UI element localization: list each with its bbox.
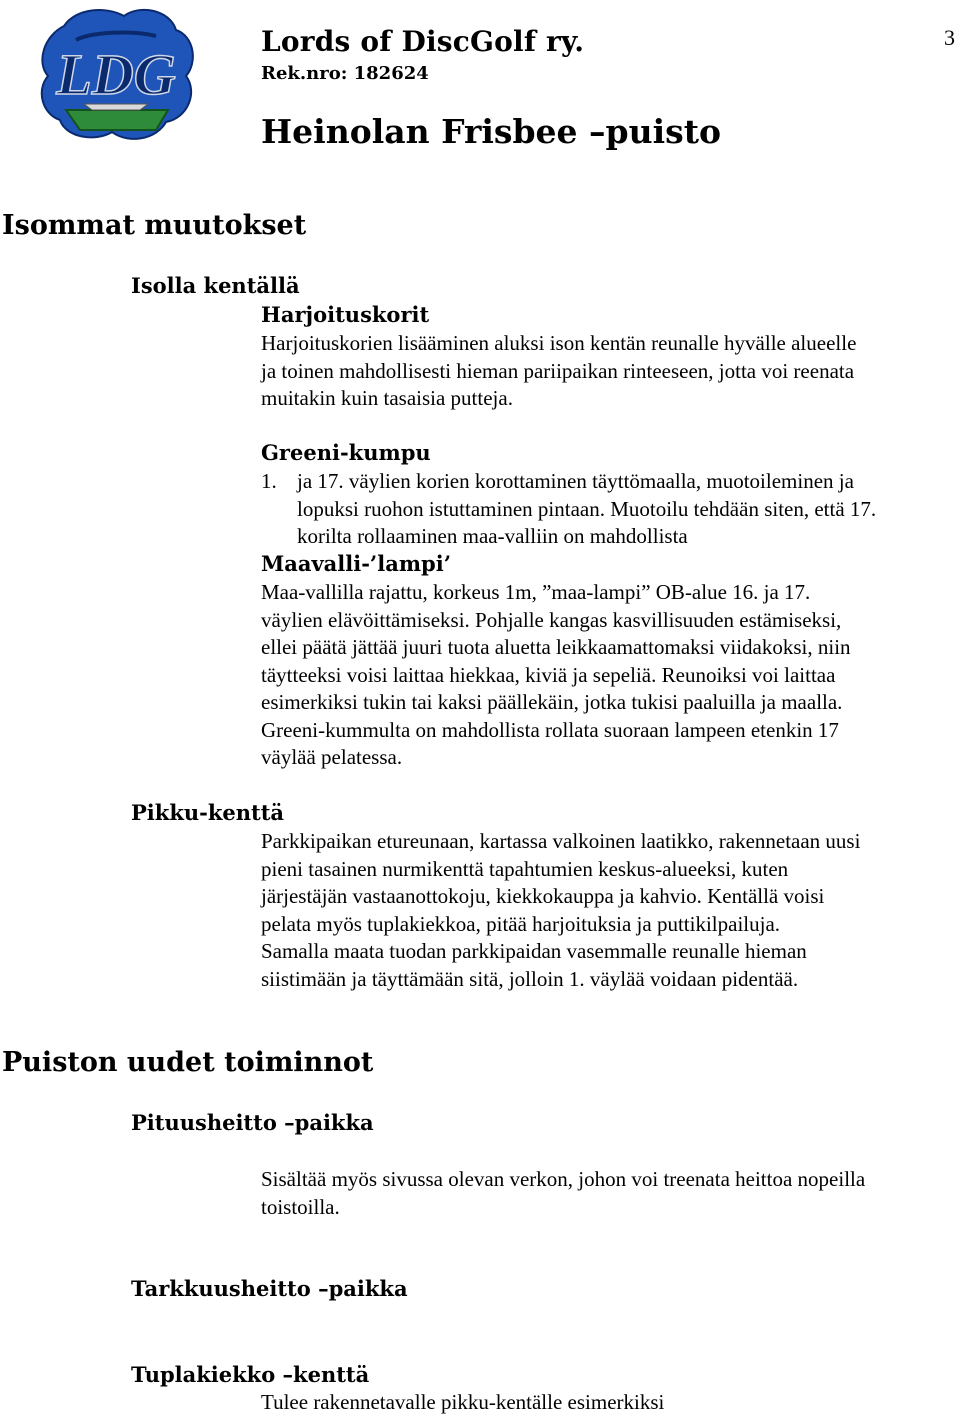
- text-line: toistoilla.: [261, 1194, 340, 1219]
- subheading-small-course: Pikku-kenttä: [131, 800, 285, 825]
- ldg-logo-graphic: [36, 6, 198, 146]
- subheading-large-course: Isolla kentällä: [131, 273, 300, 298]
- text-line: ja toinen mahdollisesti hieman pariipaikan rinteeseen, jotta voi reenata: [261, 358, 855, 383]
- subheading-distance-throw: Pituusheitto –paikka: [131, 1110, 374, 1135]
- paragraph-small-course: [261, 828, 860, 993]
- paragraph-green-mound: [297, 468, 876, 551]
- text-line: täytteeksi voisi laittaa hiekkaa, kiviä ja sepeliä. Reunoiksi voi laittaa: [261, 662, 836, 687]
- text-line: Sisältää myös sivussa olevan verkon, johon voi treenata heittoa nopeilla: [261, 1167, 866, 1191]
- text-line: väylien elävöittämiseksi. Pohjalle kangas kasvillisuuden estämiseksi,: [261, 607, 842, 632]
- text-line: pieni tasainen nurmikenttä tapahtumien keskus-alueeksi, kuten: [261, 856, 789, 881]
- text-line: korilta rollaaminen maa-valliin on mahdollista: [297, 524, 688, 548]
- text-line: Greeni-kummulta on mahdollista rollata suoraan lampeen etenkin 17: [261, 717, 839, 742]
- text-line: väylää pelatessa.: [261, 745, 403, 769]
- text-line: Harjoituskorien lisääminen aluksi ison kentän reunalle hyvälle alueelle: [261, 331, 857, 355]
- subheading-accuracy-throw: Tarkkuusheitto –paikka: [131, 1276, 408, 1301]
- text-line: ja 17. väylien korien korottaminen täyttömaalla, muotoileminen ja: [297, 469, 854, 493]
- paragraph-distance-throw: [261, 1166, 865, 1221]
- heading-green-mound: Greeni-kumpu: [261, 440, 431, 465]
- subheading-doubles-course: Tuplakiekko –kenttä: [131, 1362, 370, 1387]
- document-title: Heinolan Frisbee –puisto: [261, 112, 721, 151]
- text-line: Samalla maata tuodan parkkipaidan vasemmalle reunalle hieman: [261, 939, 807, 963]
- page-number: 3: [944, 25, 955, 50]
- text-line: muitakin kuin tasaisia putteja.: [261, 386, 513, 410]
- list-marker: 1.: [261, 469, 277, 493]
- text-line: järjestäjän vastaanottokoju, kiekkokauppa ja kahvio. Kentällä voisi: [261, 884, 825, 908]
- text-line: ellei päätä jättää juuri tuota aluetta leikkaamattomaksi viidakoksi, niin: [261, 635, 851, 659]
- ldg-logo: [36, 6, 198, 146]
- text-line: pelata myös tuplakiekkoa, pitää harjoituksia ja puttikilpailuja.: [261, 911, 781, 936]
- text-line: lopuksi ruohon istuttaminen pintaan. Muotoilu tehdään siten, että 17.: [297, 496, 877, 521]
- registration-number: Rek.nro: 182624: [261, 63, 429, 84]
- paragraph-doubles-course: [261, 1389, 664, 1417]
- text-line: Parkkipaikan etureunaan, kartassa valkoinen laatikko, rakennetaan uusi: [261, 829, 861, 853]
- paragraph-practice-baskets: [261, 330, 856, 413]
- text-line: siistimään ja täyttämään sitä, jolloin 1. väylää voidaan pidentää.: [261, 966, 799, 991]
- text-line: Tulee rakennetavalle pikku-kentälle esimerkiksi: [261, 1390, 665, 1414]
- section-heading-major-changes: Isommat muutokset: [2, 210, 307, 241]
- text-line: Maa-vallilla rajattu, korkeus 1m, ”maa-lampi” OB-alue 16. ja 17.: [261, 580, 811, 604]
- logo-lettering: LDG: [56, 42, 176, 107]
- text-line: esimerkiksi tukin tai kaksi päällekäin, jotka tukisi paaluilla ja maalla.: [261, 690, 843, 714]
- section-heading-new-functions: Puiston uudet toiminnot: [2, 1047, 374, 1078]
- organization-name: Lords of DiscGolf ry.: [261, 25, 585, 58]
- heading-practice-baskets: Harjoituskorit: [261, 302, 430, 327]
- paragraph-earth-wall-pond: [261, 579, 851, 772]
- heading-earth-wall-pond: Maavalli-’lampi’: [261, 551, 452, 576]
